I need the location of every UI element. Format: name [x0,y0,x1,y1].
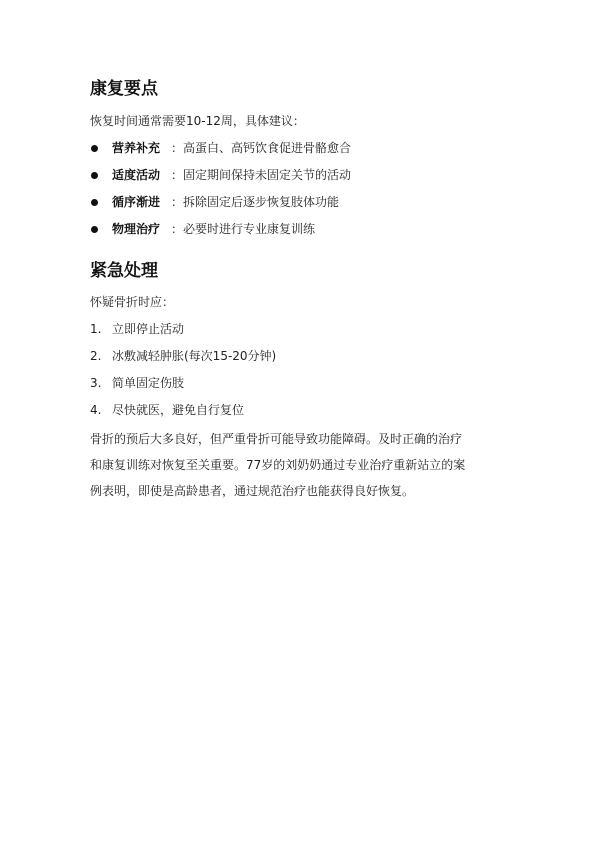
recovery-intro: 恢复时间通常需要10-12周，具体建议： [90,114,305,128]
bullet-term: 适度活动 [112,168,161,182]
section-heading-recovery: 康复要点 [90,79,158,99]
bullet-desc: ：固定期间保持未固定关节的活动 [171,168,352,182]
item-number: 3. [90,376,102,390]
bullet-dot-icon [91,226,98,233]
conclusion-paragraph [90,426,510,504]
bullet-dot-icon [91,145,98,152]
bullet-dot-icon [91,172,98,179]
item-number: 4. [90,403,102,417]
item-text: 立即停止活动 [112,322,185,336]
bullet-desc: ：高蛋白、高钙饮食促进骨骼愈合 [171,141,352,155]
bullet-term: 循序渐进 [112,195,161,209]
bullet-dot-icon [91,199,98,206]
bullet-desc: ：必要时进行专业康复训练 [171,222,316,236]
bullet-term: 营养补充 [112,141,161,155]
section-heading-emergency: 紧急处理 [90,261,158,281]
item-number: 1. [90,322,102,336]
paragraph-line: 骨折的预后大多良好，但严重骨折可能导致功能障碍。及时正确的治疗 [90,432,463,446]
paragraph-line: 和康复训练对恢复至关重要。77岁的刘奶奶通过专业治疗重新站立的案 [90,458,466,472]
item-text: 冰敷减轻肿胀(每次15-20分钟) [112,349,277,363]
item-text: 尽快就医，避免自行复位 [112,403,245,417]
item-text: 简单固定伤肢 [112,376,185,390]
bullet-desc: ：拆除固定后逐步恢复肢体功能 [171,195,340,209]
item-number: 2. [90,349,102,363]
bullet-term: 物理治疗 [112,222,161,236]
paragraph-line: 例表明，即使是高龄患者，通过规范治疗也能获得良好恢复。 [90,484,415,498]
emergency-intro: 怀疑骨折时应： [90,295,175,309]
